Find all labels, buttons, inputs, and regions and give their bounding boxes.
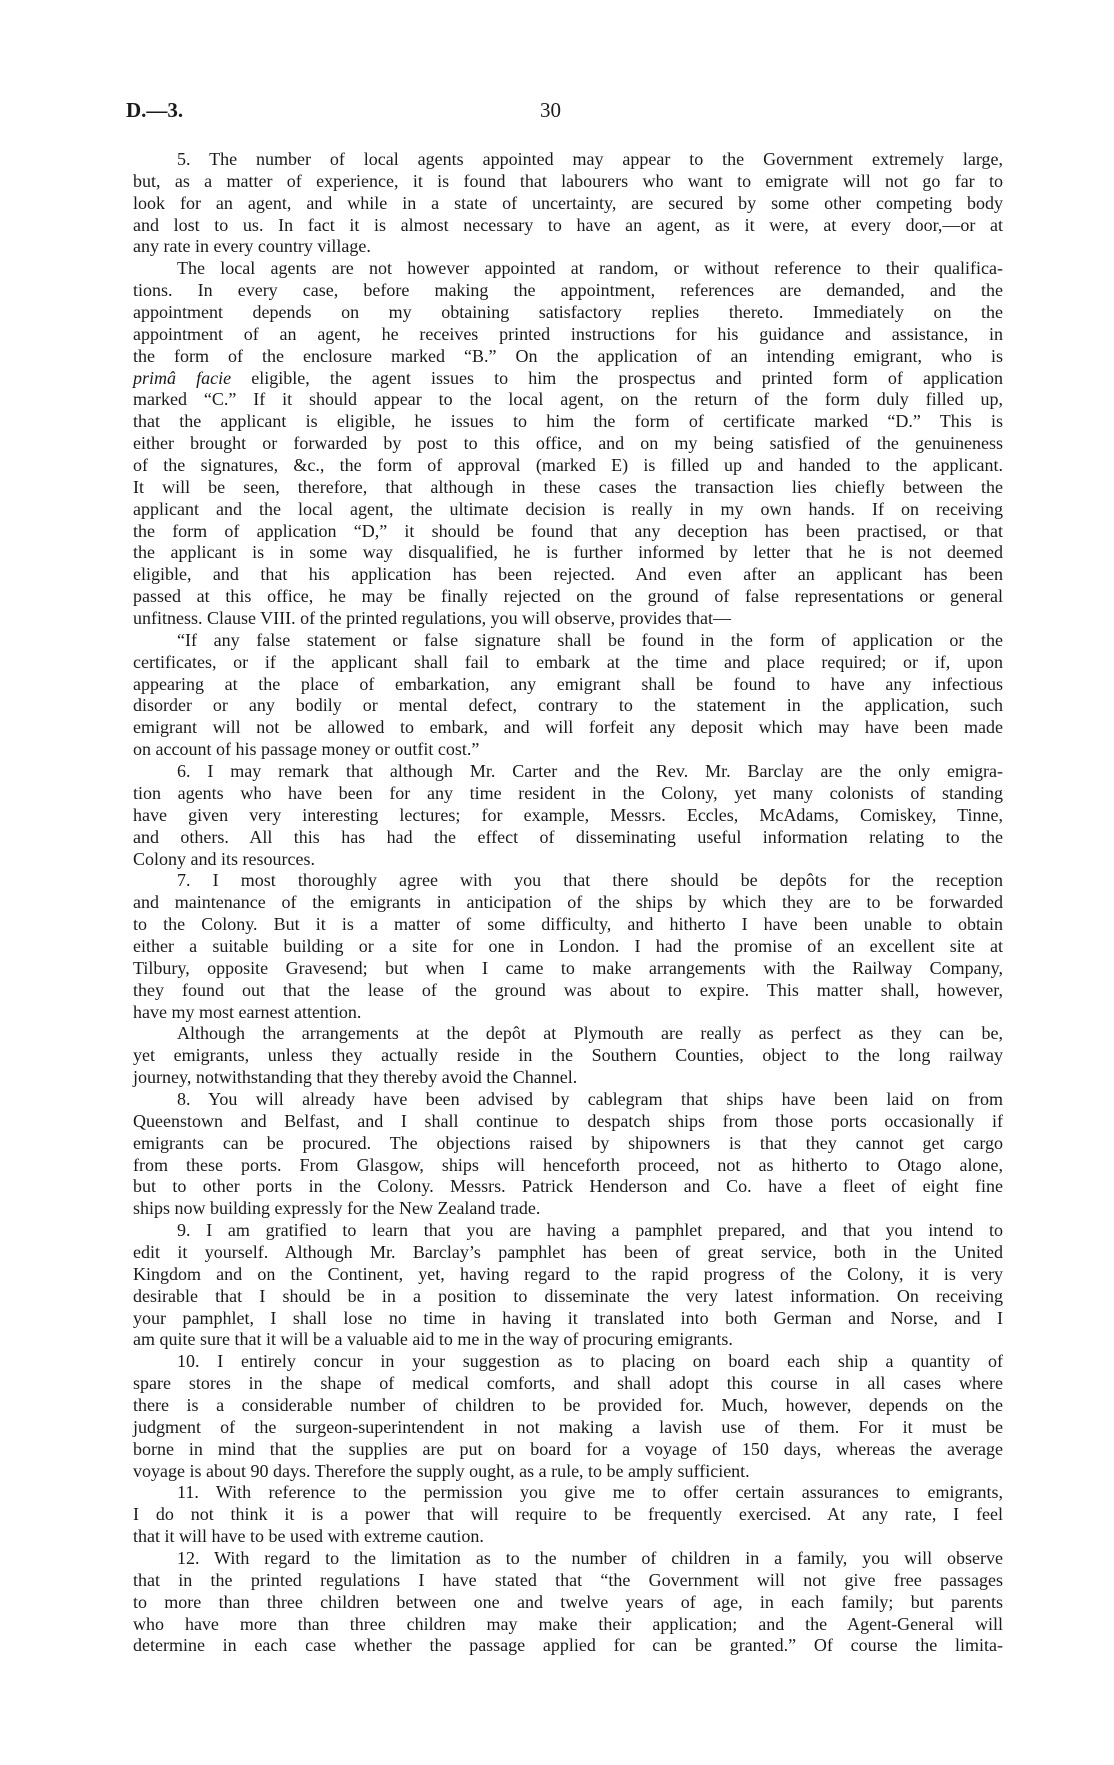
text-line: they found out that the lease of the ground was about to expire. This matter shall, however, xyxy=(133,979,1003,1000)
text-line: It will be seen, therefore, that although in these cases the transaction lies chiefly between the xyxy=(133,476,1003,497)
text-line: appearing at the place of embarkation, any emigrant shall be found to have any infectious xyxy=(133,673,1003,694)
text-line: and lost to us. In fact it is almost necessary to have an agent, as it were, at every door,—or at xyxy=(133,214,1003,235)
text-line: judgment of the surgeon-superintendent in not making a lavish use of them. For it must be xyxy=(133,1416,1003,1437)
text-line: “If any false statement or false signature shall be found in the form of application or the xyxy=(177,629,1003,650)
text-line: and others. All this has had the effect of disseminating useful information relating to the xyxy=(133,826,1003,847)
text-line: that the applicant is eligible, he issues to him the form of certificate marked “D.” This is xyxy=(133,411,1003,432)
text-line: ships now building expressly for the New Zealand trade. xyxy=(133,1198,541,1219)
text-line: 9. I am gratified to learn that you are having a pamphlet prepared, and that you intend to xyxy=(177,1220,1003,1241)
paragraph xyxy=(133,761,1003,870)
text-line: who have more than three children may make their application; and the Agent-General will xyxy=(133,1613,1003,1634)
text-line: look for an agent, and while in a state of uncertainty, are secured by some other competing body xyxy=(133,192,1003,213)
text-line: 11. With reference to the permission you give me to offer certain assurances to emigrants, xyxy=(177,1482,1003,1503)
text-line: that in the printed regulations I have stated that “the Government will not give free passages xyxy=(133,1569,1003,1590)
paragraph xyxy=(133,258,1003,630)
text-line: to more than three children between one and twelve years of age, in each family; but parents xyxy=(133,1591,1003,1612)
paragraph xyxy=(133,870,1003,1023)
text-line: eligible, and that his application has been rejected. And even after an applicant has been xyxy=(133,564,1003,585)
text-line: but, as a matter of experience, it is found that labourers who want to emigrate will not go far to xyxy=(133,170,1003,191)
text-line: voyage is about 90 days. Therefore the supply ought, as a rule, to be amply sufficient. xyxy=(133,1460,750,1481)
text-line: spare stores in the shape of medical comforts, and shall adopt this course in all cases where xyxy=(133,1373,1003,1394)
paragraph xyxy=(133,1220,1003,1351)
text-line: journey, notwithstanding that they thereby avoid the Channel. xyxy=(133,1067,578,1088)
text-line: Although the arrangements at the depôt at Plymouth are really as perfect as they can be, xyxy=(177,1023,1003,1044)
text-line: determine in each case whether the passage applied for can be granted.” Of course the limita- xyxy=(133,1635,1003,1656)
text-line: marked “C.” If it should appear to the local agent, on the return of the form duly filled up, xyxy=(133,389,1003,410)
text-line: yet emigrants, unless they actually reside in the Southern Counties, object to the long railway xyxy=(133,1045,1003,1066)
text-line xyxy=(133,368,1003,390)
text-line: disorder or any bodily or mental defect, contrary to the statement in the application, such xyxy=(133,695,1003,716)
text-line: am quite sure that it will be a valuable aid to me in the way of procuring emigrants. xyxy=(133,1329,733,1350)
text-line: Colony and its resources. xyxy=(133,848,315,869)
text-line: 6. I may remark that although Mr. Carter and the Rev. Mr. Barclay are the only emigra- xyxy=(177,761,1003,782)
text-line: 7. I most thoroughly agree with you that there should be depôts for the reception xyxy=(177,870,1003,891)
text-line: emigrant will not be allowed to embark, and will forfeit any deposit which may have been made xyxy=(133,717,1003,738)
text-line: the applicant is in some way disqualified, he is further informed by letter that he is not deemed xyxy=(133,542,1003,563)
text-line: tions. In every case, before making the appointment, references are demanded, and the xyxy=(133,280,1003,301)
paragraph xyxy=(133,1548,1003,1657)
text-line: 12. With regard to the limitation as to the number of children in a family, you will observe xyxy=(177,1548,1003,1568)
paragraph xyxy=(133,149,1003,258)
text-line: to the Colony. But it is a matter of some difficulty, and hitherto I have been unable to obtain xyxy=(133,914,1003,935)
paragraph xyxy=(133,1023,1003,1089)
text-line: there is a considerable number of children to be provided for. Much, however, depends on the xyxy=(133,1394,1003,1415)
paragraph xyxy=(133,1482,1003,1548)
text-line: appointment of an agent, he receives printed instructions for his guidance and assistance, in xyxy=(133,323,1003,344)
text-line: The local agents are not however appointed at random, or without reference to their qualifica- xyxy=(177,258,1003,279)
text-line: unfitness. Clause VIII. of the printed regulations, you will observe, provides that— xyxy=(133,608,732,629)
text-line: either a suitable building or a site for one in London. I had the promise of an excellent site at xyxy=(133,935,1003,956)
text-line: from these ports. From Glasgow, ships will henceforth proceed, not as hitherto to Otago alone, xyxy=(133,1154,1003,1175)
text-line: the form of application “D,” it should be found that any deception has been practised, or that xyxy=(133,520,1003,541)
text-line: emigrants can be procured. The objections raised by shipowners is that they cannot get cargo xyxy=(133,1132,1003,1153)
document-reference: D.—3. xyxy=(126,98,184,122)
text-line: but to other ports in the Colony. Messrs. Patrick Henderson and Co. have a fleet of eight fine xyxy=(133,1176,1003,1197)
text-line: passed at this office, he may be finally rejected on the ground of false representations or general xyxy=(133,586,1003,607)
text-line: borne in mind that the supplies are put on board for a voyage of 150 days, whereas the average xyxy=(133,1438,1003,1459)
text-line: any rate in every country village. xyxy=(133,236,371,257)
text-line: Queenstown and Belfast, and I shall continue to despatch ships from those ports occasionally if xyxy=(133,1110,1003,1131)
text-line: on account of his passage money or outfit cost.” xyxy=(133,739,480,760)
text-line: 10. I entirely concur in your suggestion as to placing on board each ship a quantity of xyxy=(177,1351,1003,1372)
text-line: that it will have to be used with extreme caution. xyxy=(133,1526,484,1547)
text-line: either brought or forwarded by post to this office, and on my being satisfied of the genuineness xyxy=(133,433,1003,454)
text-line: certificates, or if the applicant shall fail to embark at the time and place required; or if, upon xyxy=(133,651,1003,672)
text-line: have given very interesting lectures; for example, Messrs. Eccles, McAdams, Comiskey, Tinne, xyxy=(133,804,1003,825)
text-line: 5. The number of local agents appointed may appear to the Government extremely large, xyxy=(177,149,1003,169)
page-number: 30 xyxy=(540,98,561,122)
italic-phrase: primâ facie xyxy=(133,367,232,388)
text-line: your pamphlet, I shall lose no time in having it translated into both German and Norse, and I xyxy=(133,1307,1003,1328)
line-text: eligible, the agent issues to him the prospectus and printed form of application xyxy=(231,367,1003,388)
text-line: have my most earnest attention. xyxy=(133,1001,362,1022)
document-body xyxy=(133,149,1003,1657)
text-line: Tilbury, opposite Gravesend; but when I came to make arrangements with the Railway Company, xyxy=(133,957,1003,978)
text-line: the form of the enclosure marked “B.” On the application of an intending emigrant, who is xyxy=(133,345,1003,366)
text-line: tion agents who have been for any time resident in the Colony, yet many colonists of standing xyxy=(133,782,1003,803)
text-line: desirable that I should be in a position to disseminate the very latest information. On receiving xyxy=(133,1285,1003,1306)
text-line: of the signatures, &c., the form of approval (marked E) is filled up and handed to the applicant. xyxy=(133,455,1003,476)
text-line: Kingdom and on the Continent, yet, having regard to the rapid progress of the Colony, it is very xyxy=(133,1263,1003,1284)
text-line: appointment depends on my obtaining satisfactory replies thereto. Immediately on the xyxy=(133,302,1003,323)
paragraph xyxy=(133,1351,1003,1482)
text-line: I do not think it is a power that will require to be frequently exercised. At any rate, I feel xyxy=(133,1504,1003,1525)
text-line: edit it yourself. Although Mr. Barclay’s pamphlet has been of great service, both in the United xyxy=(133,1241,1003,1262)
text-line: 8. You will already have been advised by cablegram that ships have been laid on from xyxy=(177,1088,1003,1109)
paragraph xyxy=(133,1089,1003,1220)
text-line: and maintenance of the emigrants in anticipation of the ships by which they are to be forwarded xyxy=(133,892,1003,913)
paragraph xyxy=(133,630,1003,761)
text-line: applicant and the local agent, the ultimate decision is really in my own hands. If on receiving xyxy=(133,498,1003,519)
